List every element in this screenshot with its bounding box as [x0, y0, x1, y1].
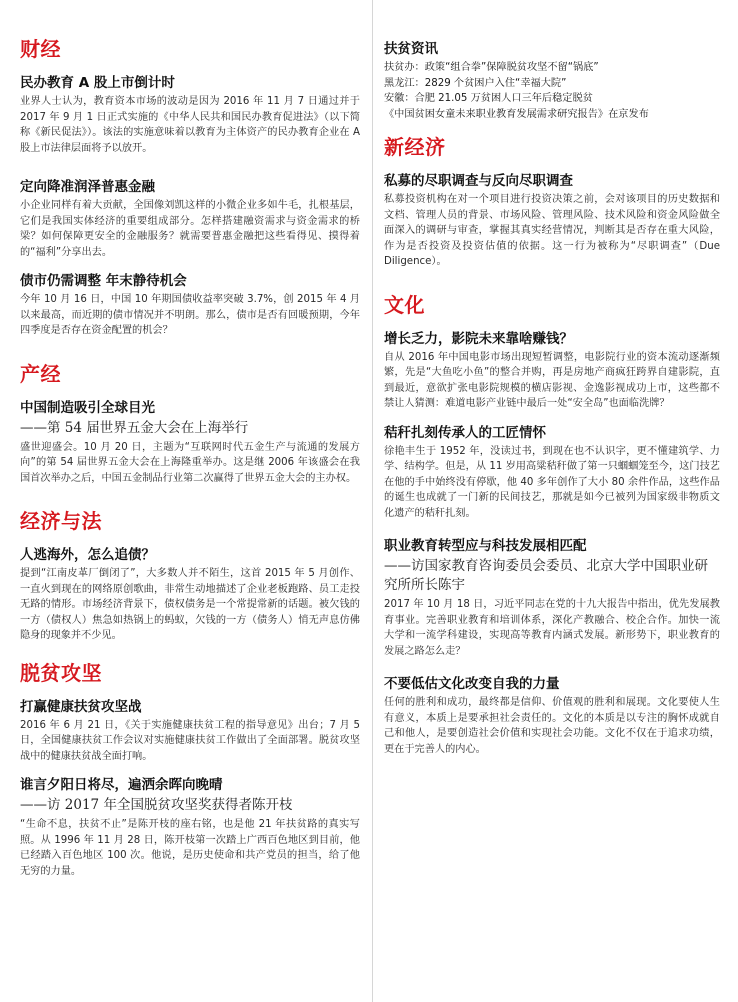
- article-title[interactable]: 人逃海外，怎么追债？: [20, 547, 155, 563]
- section-culture: [384, 292, 720, 758]
- article[interactable]: [384, 675, 720, 757]
- article-summary: 自从 2016 年中国电影市场出现短暂调整，电影院行业的资本流动逐渐频繁，先是“大鱼吃小鱼”的整合并购，再是房地产商疯狂跨界自建影院，直到最近，意欲扩张电影院规模的横店影视、金逸影视成功上市，这些都不禁让人猜测：难道电影产业链中最后一处“安全岛”也面临洗牌？: [384, 351, 720, 409]
- article-summary: 私募投资机构在对一个项目进行投资决策之前，会对该项目的历史数据和文档、管理人员的背景、市场风险、管理风险、技术风险和资金风险做全面深入的调研与审查，掌握其真实经营情况，判断其是否存在重大风险，作为是否投资及投资估值的依据。这一行为被称为“尽职调查”（Due Diligence）。: [384, 194, 720, 267]
- article[interactable]: [384, 424, 720, 522]
- briefs-list: [384, 60, 720, 122]
- article[interactable]: [384, 172, 720, 270]
- section-new-economy: [384, 134, 720, 270]
- article-summary: “生命不息，扶贫不止”是陈开枝的座右铭，也是他 21 年扶贫路的真实写照。从 1996 年 11 月 28 日，陈开枝第一次踏上广西百色地区到目前，他已经踏入百色地区 100 次。他说，是历史使命和共产党员的担当，给了他无穷的力量。: [20, 819, 360, 877]
- article-summary: 徐艳丰生于 1952 年，没读过书，到现在也不认识字，更不懂建筑学、力学、结构学。但是，从 11 岁用高粱秸秆做了第一只蝈蝈笼至今，这门技艺在他的手中始终没有停歇，他 40 多年创作了大小 80 余件作品，这些作品的诞生也成就了一门新的民间技艺，那就是如今已被列为国家级非物质文化遗产的秸秆扎刻。: [384, 445, 720, 519]
- article-subtitle: ——访国家教育咨询委员会委员、北京大学中国职业研究所所长陈宇: [384, 558, 708, 593]
- article[interactable]: [20, 74, 360, 156]
- article[interactable]: [384, 537, 720, 659]
- article-title[interactable]: 增长乏力，影院未来靠啥赚钱？: [384, 330, 573, 347]
- article-subtitle: ——访 2017 年全国脱贫攻坚奖获得者陈开枝: [20, 797, 293, 813]
- section-title: 经济与法: [20, 509, 102, 533]
- article-title[interactable]: 民办教育 A 股上市倒计时: [20, 75, 175, 91]
- article[interactable]: [20, 399, 360, 487]
- article-title[interactable]: 定向降准润泽普惠金融: [20, 179, 155, 195]
- article-title[interactable]: 债市仍需调整 年末静待机会: [20, 273, 187, 289]
- brief-item[interactable]: 黑龙江：2829 个贫困户入住“幸福大院”: [384, 77, 567, 89]
- poverty-news-briefs: [384, 40, 720, 122]
- article-summary: 盛世迎盛会。10 月 20 日，主题为“互联网时代五金生产与流通的发展方向”的第 54 届世界五金大会在上海隆重举办。这是继 2006 年该盛会在我国首次举办之后，中国五金制品行业第二次赢得了世界五金大会的主办权。: [20, 441, 360, 484]
- article-summary: 2016 年 6 月 21 日，《关于实施健康扶贫工程的指导意见》出台；7 月 5 日，全国健康扶贫工作会议对实施健康扶贫工作做出了全面部署。脱贫攻坚战中的健康扶贫战全面打响。: [20, 719, 360, 762]
- left-column: [20, 0, 360, 891]
- article-summary: 今年 10 月 16 日，中国 10 年期国债收益率突破 3.7%，创 2015 年 4 月以来最高，而近期的债市情况并不明朗。那么，债市是否有回暖预期，今年四季度是否存在资金配置的机会？: [20, 294, 360, 336]
- article-title[interactable]: 谁言夕阳日将尽，遍洒余晖向晚晴: [20, 777, 223, 793]
- article[interactable]: [20, 546, 360, 644]
- article[interactable]: [20, 776, 360, 879]
- article-summary: 业界人士认为，教育资本市场的波动是因为 2016 年 11 月 7 日通过并于 2017 年 9 月 1 日正式实施的《中华人民共和国民办教育促进法》（以下简称《新民促法》）。该法的实施意味着以教育为主体资产的民办教育企业在 A 股上市法律层面将予以放开。: [20, 96, 360, 154]
- article[interactable]: [20, 272, 360, 339]
- section-finance: [20, 36, 360, 339]
- section-poverty-alleviation: [20, 660, 360, 880]
- article[interactable]: [384, 330, 720, 412]
- section-title: 产经: [20, 361, 61, 386]
- section-title: 新经济: [384, 135, 446, 159]
- right-column: [384, 0, 720, 769]
- section-industry: [20, 361, 360, 487]
- article[interactable]: [20, 178, 360, 260]
- article-title[interactable]: 不要低估文化改变自我的力量: [384, 676, 560, 692]
- section-title: 文化: [384, 292, 425, 317]
- article-title[interactable]: 中国制造吸引全球目光: [20, 399, 155, 416]
- article-title[interactable]: 秸秆扎刻传承人的工匠情怀: [384, 424, 546, 441]
- article-summary: 任何的胜利和成功，最终都是信仰、价值观的胜利和展现。文化要使人生有意义，本质上是要承担社会责任的。文化的本质是以专注的胸怀成就自己和他人，是要创造社会价值和实现社会功能。文化不仅在于追求功绩，更在于完善人的内心。: [384, 697, 720, 755]
- article-title[interactable]: 私募的尽职调查与反向尽职调查: [384, 173, 573, 189]
- article-subtitle: ——第 54 届世界五金大会在上海举行: [20, 419, 249, 436]
- brief-item[interactable]: 安徽：合肥 21.05 万贫困人口三年后稳定脱贫: [384, 93, 593, 104]
- article-summary: 2017 年 10 月 18 日，习近平同志在党的十九大报告中指出，优先发展教育事业。完善职业教育和培训体系，深化产教融合、校企合作。加快一流大学和一流学科建设，实现高等教育内涵式发展。新形势下，职业教育的发展之路怎么走？: [384, 599, 720, 657]
- brief-item[interactable]: 扶贫办：政策“组合拳”保障脱贫攻坚不留“锅底”: [384, 62, 599, 73]
- briefs-title: 扶贫资讯: [384, 41, 438, 57]
- section-title: 财经: [20, 37, 61, 61]
- section-title: 脱贫攻坚: [20, 660, 102, 685]
- section-economy-law: [20, 508, 360, 644]
- article-title[interactable]: 打赢健康扶贫攻坚战: [20, 698, 142, 715]
- article-summary: 提到“江南皮革厂倒闭了”，大多数人并不陌生，这首 2015 年 5 月创作、一直火到现在的网络原创歌曲，非常生动地描述了企业老板跑路、员工走投无路的情形。市场经济背景下，债权债务是一个常提常新的话题。被欠钱的一方（债权人）焦急如热锅上的蚂蚁，欠钱的一方（债务人）悄无声息仿佛隐身的现象并不少见。: [20, 568, 360, 641]
- article-summary: 小企业同样有着大贡献，全国像刘凯这样的小微企业多如牛毛，扎根基层，它们是我国实体经济的重要组成部分。怎样搭建融资需求与资金需求的桥梁？如何保障更安全的金融服务？就需要普惠金融把这些看得见、摸得着的“福利”分享出去。: [20, 200, 360, 258]
- article[interactable]: [20, 698, 360, 765]
- brief-item[interactable]: 《中国贫困女童未来职业教育发展需求研究报告》在京发布: [384, 108, 649, 120]
- column-divider: [372, 0, 373, 1002]
- article-title[interactable]: 职业教育转型应与科技发展相匹配: [384, 538, 587, 554]
